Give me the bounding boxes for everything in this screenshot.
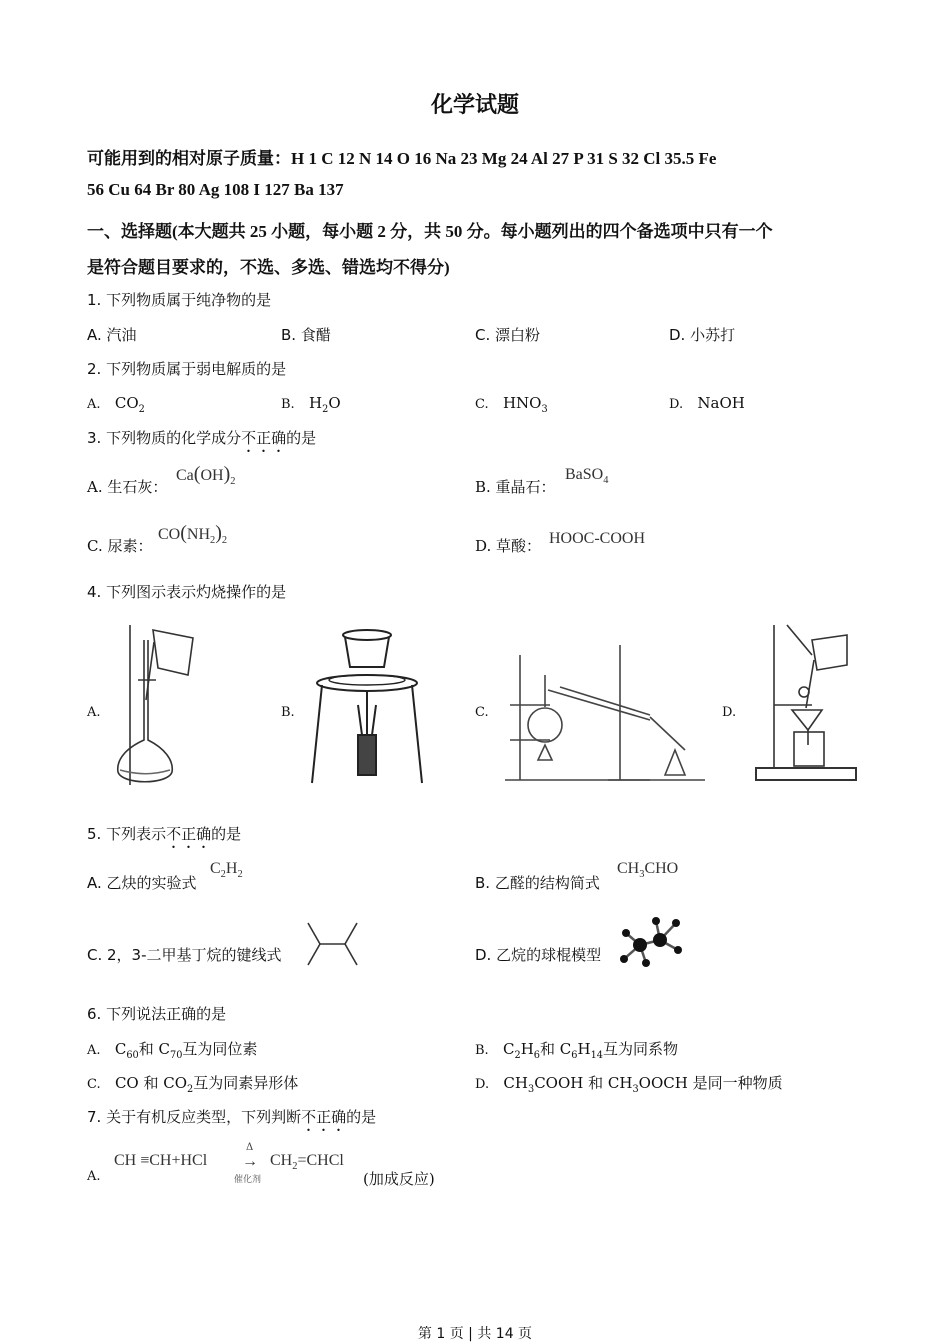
q7-option-a-right: $CH_2=CHCl$ (270, 1152, 344, 1173)
section-heading-line1: 一、选择题(本大题共 25 小题，每小题 2 分，共 50 分。每小题列出的四个备选项中只有一个 (87, 222, 773, 241)
q3-option-a-formula: $Ca(OH)_2$ (176, 463, 236, 488)
q3-option-a-label: A. 生石灰： (87, 478, 168, 496)
distillation-apparatus-figure (500, 635, 710, 785)
q7-arrow: → (242, 1153, 258, 1170)
q6-option-c: C. CO 和 $CO_2$互为同素异形体 (87, 1074, 299, 1095)
q3-option-c-formula: $CO(NH_2)_2$ (158, 522, 228, 547)
q6-option-b: B. $C_2H_6$和 $C_6H_{14}$互为同系物 (475, 1040, 679, 1061)
q5-option-c-label: C. 2，3-二甲基丁烷的键线式 (87, 946, 282, 964)
crucible-burning-figure (310, 625, 425, 785)
q1-option-a: A. 汽油 (87, 326, 137, 344)
q5-option-a-label: A. 乙炔的实验式 (87, 874, 197, 892)
ball-stick-model-icon (618, 915, 684, 970)
q3-option-b-formula: BaSO$_4$ (565, 466, 609, 487)
q7-option-a-left: CH ≡CH+HCl (114, 1152, 208, 1169)
q3-option-c-label: C. 尿素： (87, 537, 153, 555)
q5-option-b-formula: $CH_3CHO$ (617, 860, 679, 881)
section-heading-line2: 是符合题目要求的，不选、多选、错选均不得分) (87, 258, 450, 277)
q2-option-a: A. $CO_2$ (87, 394, 145, 415)
q6-stem: 6. 下列说法正确的是 (87, 1005, 227, 1023)
page-footer: 第 1 页 | 共 14 页 (417, 1326, 533, 1342)
q1-option-b: B. 食醋 (281, 326, 331, 344)
q3-option-d-label: D. 草酸： (475, 537, 542, 555)
q3-stem: 3. 下列物质的化学成分不正确的是 (87, 429, 317, 447)
q2-option-b: B. $H_2O$ (281, 394, 341, 415)
bond-line-structure-icon (305, 920, 360, 968)
page-title: 化学试题 (430, 93, 519, 118)
q5-option-a-formula: $C_2H_2$ (210, 860, 243, 881)
q2-option-d: D. NaOH (669, 394, 745, 412)
volumetric-flask-figure (108, 620, 208, 790)
q1-option-c: C. 漂白粉 (475, 326, 541, 344)
q4-label-a: A. (87, 705, 101, 720)
filtration-figure (752, 620, 864, 785)
q5-stem: 5. 下列表示不正确的是 (87, 825, 242, 843)
q7-heat-symbol: Δ (246, 1142, 254, 1153)
q6-option-d: D. $CH_3COOH$ 和 $CH_3OOCH$ 是同一种物质 (475, 1074, 783, 1095)
q5-option-d-label: D. 乙烷的球棍模型 (475, 946, 602, 964)
q1-option-d: D. 小苏打 (669, 326, 736, 344)
atomic-masses-line1: 可能用到的相对原子质量：H 1 C 12 N 14 O 16 Na 23 Mg 24 Al 27 P 31 S 32 Cl 35.5 Fe (87, 149, 717, 168)
q2-stem: 2. 下列物质属于弱电解质的是 (87, 360, 287, 378)
q7-catalyst: 催化剂 (234, 1175, 262, 1185)
q2-option-c: C. $HNO_3$ (475, 394, 548, 415)
q4-label-d: D. (722, 705, 737, 720)
q4-label-c: C. (475, 705, 489, 720)
q1-stem: 1. 下列物质属于纯净物的是 (87, 291, 272, 309)
q4-stem: 4. 下列图示表示灼烧操作的是 (87, 583, 287, 601)
q7-option-a-label: A. (87, 1169, 101, 1184)
q7-reaction-type: (加成反应) (363, 1170, 435, 1188)
q3-option-b-label: B. 重晶石： (475, 478, 556, 496)
q6-option-a: A. $C_{60}$和 $C_{70}$互为同位素 (87, 1040, 258, 1061)
q4-label-b: B. (281, 705, 295, 720)
atomic-masses-line2: 56 Cu 64 Br 80 Ag 108 I 127 Ba 137 (87, 180, 344, 199)
q5-option-b-label: B. 乙醛的结构简式 (475, 874, 600, 892)
q7-stem: 7. 关于有机反应类型，下列判断不正确的是 (87, 1108, 377, 1126)
q3-option-d-formula: HOOC-COOH (549, 530, 645, 547)
